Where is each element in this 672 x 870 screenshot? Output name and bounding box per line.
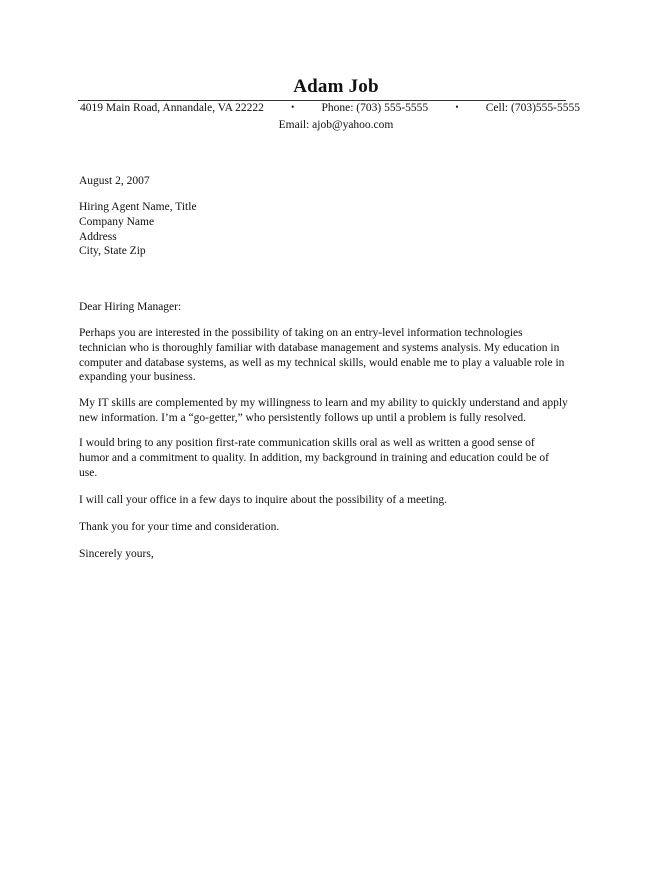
paragraph-skills [79, 396, 569, 426]
recipient-block [79, 200, 569, 259]
paragraph-line: new information. I’m a “go-getter,” who persistently follows up until a problem is fully resolved. [79, 411, 526, 424]
paragraph-line: technician who is thoroughly familiar with database management and systems analysis. My education in [79, 341, 560, 354]
paragraph-line: computer and database systems, as well as my technical skills, would enable me to play a valuable role in [79, 356, 565, 369]
paragraph-intro [79, 326, 569, 385]
closing: Sincerely yours, [79, 548, 154, 560]
paragraph-line: use. [79, 466, 98, 479]
paragraph-line: My IT skills are complemented by my willingness to learn and my ability to quickly understand and apply [79, 397, 568, 409]
bullet-separator: • [291, 102, 295, 112]
paragraph-communication [79, 436, 569, 480]
bullet-separator: • [455, 102, 459, 112]
recipient-line: Address [79, 230, 117, 243]
sender-name: Adam Job [293, 76, 379, 97]
recipient-line: Company Name [79, 215, 155, 228]
sender-cell: Cell: (703)555-5555 [485, 102, 580, 114]
header-divider [78, 100, 566, 101]
letter-date: August 2, 2007 [79, 175, 150, 187]
paragraph-thanks: Thank you for your time and consideration. [79, 521, 280, 533]
paragraph-followup: I will call your office in a few days to inquire about the possibility of a meeting. [79, 494, 448, 506]
sender-address: 4019 Main Road, Annandale, VA 22222 [80, 102, 264, 114]
salutation: Dear Hiring Manager: [79, 301, 182, 313]
contact-line [80, 102, 580, 114]
paragraph-line: expanding your business. [79, 371, 196, 384]
paragraph-line: I would bring to any position first-rate communication skills oral as well as written a good sense of [79, 437, 535, 449]
paragraph-line: Perhaps you are interested in the possibility of taking on an entry-level information technologies [79, 327, 523, 339]
sender-phone: Phone: (703) 555-5555 [321, 102, 429, 114]
recipient-line: Hiring Agent Name, Title [79, 201, 197, 213]
sender-email: Email: ajob@yahoo.com [278, 119, 394, 131]
paragraph-line: humor and a commitment to quality. In addition, my background in training and education could be of [79, 451, 550, 464]
recipient-line: City, State Zip [79, 245, 146, 258]
